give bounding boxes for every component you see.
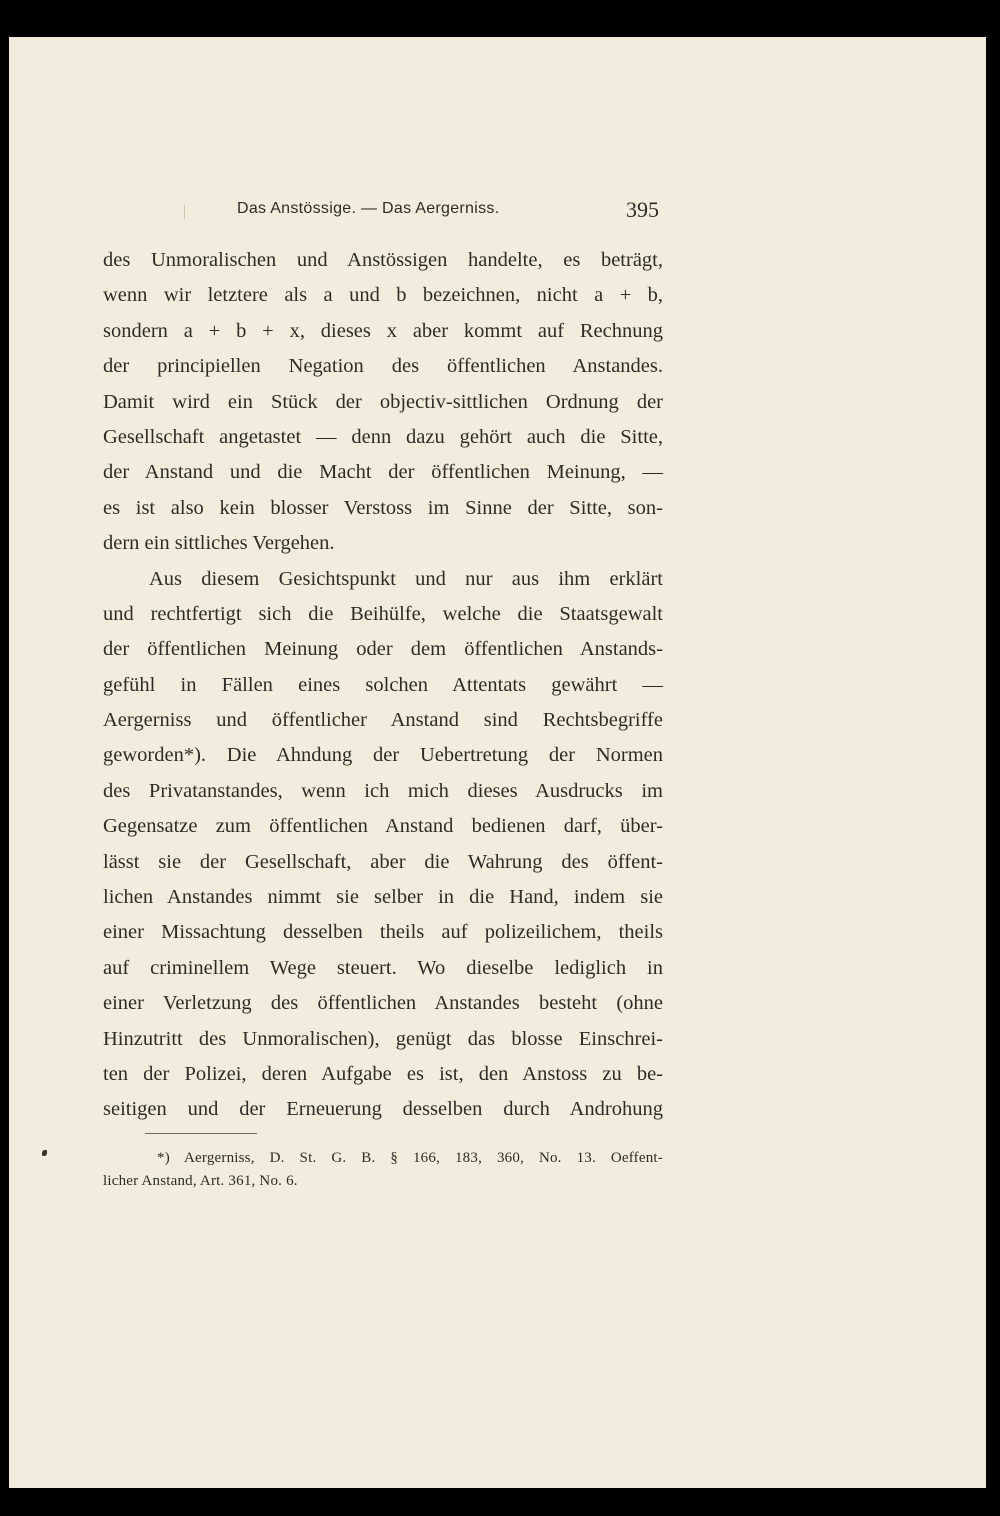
book-page	[9, 37, 986, 1488]
text-line: Damit wird ein Stück der objectiv-sittlichen Ordnung der	[103, 390, 663, 413]
text-line: und rechtfertigt sich die Beihülfe, welche die Staatsgewalt	[103, 602, 663, 625]
text-line: Hinzutritt des Unmoralischen), genügt das blosse Einschrei-	[103, 1027, 663, 1050]
footnote	[103, 1147, 663, 1193]
text-line: der principiellen Negation des öffentlichen Anstandes.	[103, 355, 663, 378]
running-head: Das Anstössige. — Das Aergerniss.	[237, 200, 500, 217]
text-line: Aergerniss und öffentlicher Anstand sind Rechtsbegriffe	[103, 709, 663, 732]
text-line: seitigen und der Erneuerung desselben durch Androhung	[103, 1098, 663, 1121]
text-line: des Unmoralischen und Anstössigen handelte, es beträgt,	[103, 249, 663, 271]
text-line: einer Missachtung desselben theils auf polizeilichem, theils	[103, 921, 663, 944]
ink-speck	[42, 1150, 47, 1156]
text-line: einer Verletzung des öffentlichen Anstandes besteht (ohne	[103, 992, 663, 1015]
text-line: der öffentlichen Meinung oder dem öffentlichen Anstands-	[103, 638, 663, 661]
footnote-divider	[145, 1133, 257, 1134]
text-line: geworden*). Die Ahndung der Uebertretung der Normen	[103, 744, 663, 767]
text-line: lichen Anstandes nimmt sie selber in die Hand, indem sie	[103, 886, 663, 909]
body-text	[103, 243, 663, 1128]
page-number: 395	[626, 197, 659, 222]
footnote-line: *) Aergerniss, D. St. G. B. § 166, 183, 360, No. 13. Oeffent-	[157, 1150, 663, 1166]
text-line: sondern a + b + x, dieses x aber kommt auf Rechnung	[103, 319, 663, 342]
text-line: Gegensatze zum öffentlichen Anstand bedienen darf, über-	[103, 815, 663, 838]
text-line: gefühl in Fällen eines solchen Attentats gewährt —	[103, 673, 663, 696]
text-line: dern ein sittliches Vergehen.	[103, 532, 335, 555]
text-line: wenn wir letztere als a und b bezeichnen, nicht a + b,	[103, 284, 663, 307]
text-line: lässt sie der Gesellschaft, aber die Wahrung des öffent-	[103, 850, 663, 873]
page-header	[103, 197, 663, 227]
text-line: ten der Polizei, deren Aufgabe es ist, den Anstoss zu be-	[103, 1062, 663, 1085]
text-line: Gesellschaft angetastet — denn dazu gehört auch die Sitte,	[103, 425, 663, 448]
text-line: der Anstand und die Macht der öffentlichen Meinung, —	[103, 461, 663, 484]
text-line: des Privatanstandes, wenn ich mich dieses Ausdrucks im	[103, 779, 663, 802]
footnote-line: licher Anstand, Art. 361, No. 6.	[103, 1173, 298, 1189]
text-line: Aus diesem Gesichtspunkt und nur aus ihm erklärt	[149, 567, 663, 590]
text-line: es ist also kein blosser Verstoss im Sinne der Sitte, son-	[103, 496, 663, 519]
text-line: auf criminellem Wege steuert. Wo dieselbe lediglich in	[103, 956, 663, 979]
